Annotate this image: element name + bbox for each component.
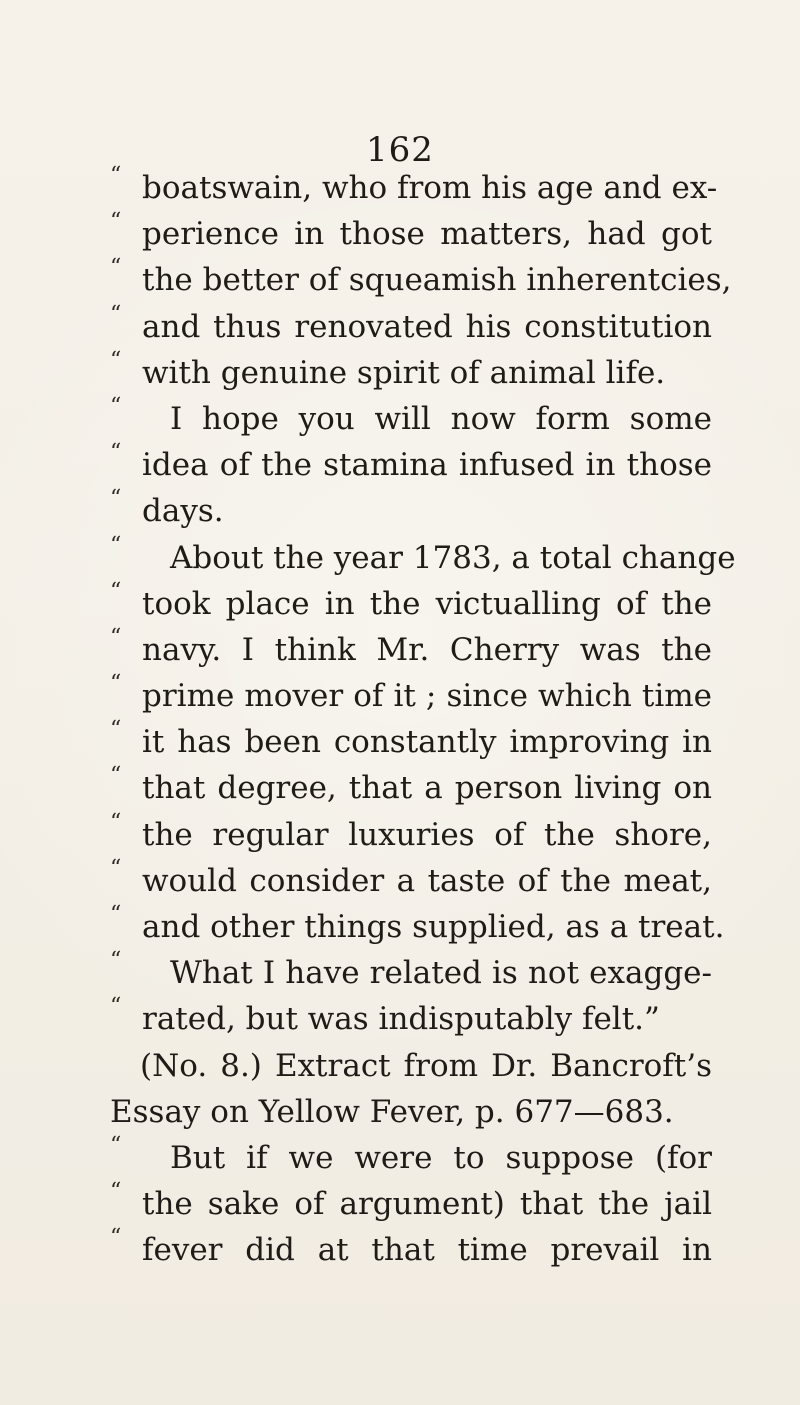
quote-mark: “: [110, 763, 122, 789]
text-line: [110, 902, 725, 950]
line-text: (No. 8.) Extract from Dr. Bancroft’s: [140, 1047, 712, 1084]
line-text: navy. I think Mr. Cherry was the: [142, 631, 712, 668]
text-line: [110, 809, 712, 858]
line-text: What I have related is not exagge-: [170, 955, 712, 992]
text-line: [110, 1227, 712, 1273]
line-text: idea of the stamina infused in those: [142, 447, 712, 484]
text-line: [110, 765, 712, 811]
line-text: days.: [142, 493, 224, 530]
quote-mark: “: [110, 624, 122, 650]
text-line: [110, 855, 712, 904]
line-text: Essay on Yellow Fever, p. 677—683.: [110, 1093, 674, 1130]
text-line: [110, 393, 712, 442]
text-line: [110, 347, 712, 396]
line-text: the sake of argument) that the jail: [142, 1186, 712, 1223]
quote-mark: “: [110, 855, 122, 881]
page-number: 162: [366, 130, 434, 170]
quote-mark: “: [110, 994, 122, 1020]
quote-mark: “: [110, 209, 122, 235]
quote-mark: “: [110, 532, 122, 558]
text-line: [110, 1181, 712, 1227]
text-line: [110, 442, 712, 488]
text-line: [110, 163, 718, 211]
body-text: [110, 163, 736, 1274]
quote-mark: “: [110, 1132, 122, 1158]
quote-mark: “: [110, 163, 122, 188]
line-text: prime mover of it ; since which time: [142, 678, 712, 715]
text-line: [110, 532, 736, 581]
line-text: it has been constantly improving in: [142, 724, 712, 761]
line-text: and thus renovated his constitution: [142, 308, 712, 345]
text-line: [110, 301, 712, 350]
quote-mark: “: [110, 1225, 122, 1251]
line-text: I hope you will now form some: [170, 400, 712, 437]
quote-mark: “: [110, 347, 122, 373]
line-text: the regular luxuries of the shore,: [142, 816, 712, 853]
line-text: boatswain, who from his age and ex-: [142, 170, 718, 206]
line-text: fever did at that time prevail in: [142, 1232, 712, 1269]
text-line: [110, 1089, 712, 1135]
text-line: [110, 673, 712, 719]
text-line: [110, 488, 712, 534]
line-text: the better of squeamish inherentcies,: [142, 262, 732, 299]
text-line: [110, 255, 732, 303]
line-text: and other things supplied, as a treat.: [142, 909, 725, 945]
quote-mark: “: [110, 440, 122, 466]
quote-mark: “: [110, 809, 122, 835]
line-text: perience in those matters, had got: [142, 216, 712, 253]
line-text: with genuine spirit of animal life.: [142, 354, 666, 391]
quote-mark: “: [110, 902, 122, 927]
text-line: [110, 1132, 712, 1181]
text-line: [110, 578, 712, 627]
line-text: About the year 1783, a total change: [170, 539, 736, 576]
quote-mark: “: [110, 301, 122, 327]
quote-mark: “: [110, 1179, 122, 1205]
line-text: rated, but was indisputably felt.”: [142, 1001, 660, 1038]
quote-mark: “: [110, 948, 122, 974]
quote-mark: “: [110, 486, 122, 512]
quote-mark: “: [110, 717, 122, 743]
quote-mark: “: [110, 671, 122, 697]
quote-mark: “: [110, 578, 122, 604]
text-line: [110, 1043, 712, 1089]
text-line: [110, 996, 712, 1042]
line-text: would consider a taste of the meat,: [142, 862, 712, 899]
line-text: that degree, that a person living on: [142, 770, 712, 807]
quote-mark: “: [110, 255, 122, 281]
line-text: But if we were to suppose (for: [170, 1139, 712, 1176]
text-line: [110, 624, 712, 673]
quote-mark: “: [110, 393, 122, 419]
text-line: [110, 950, 712, 996]
text-line: [110, 211, 712, 257]
text-line: [110, 719, 712, 765]
line-text: took place in the victualling of the: [142, 585, 712, 622]
